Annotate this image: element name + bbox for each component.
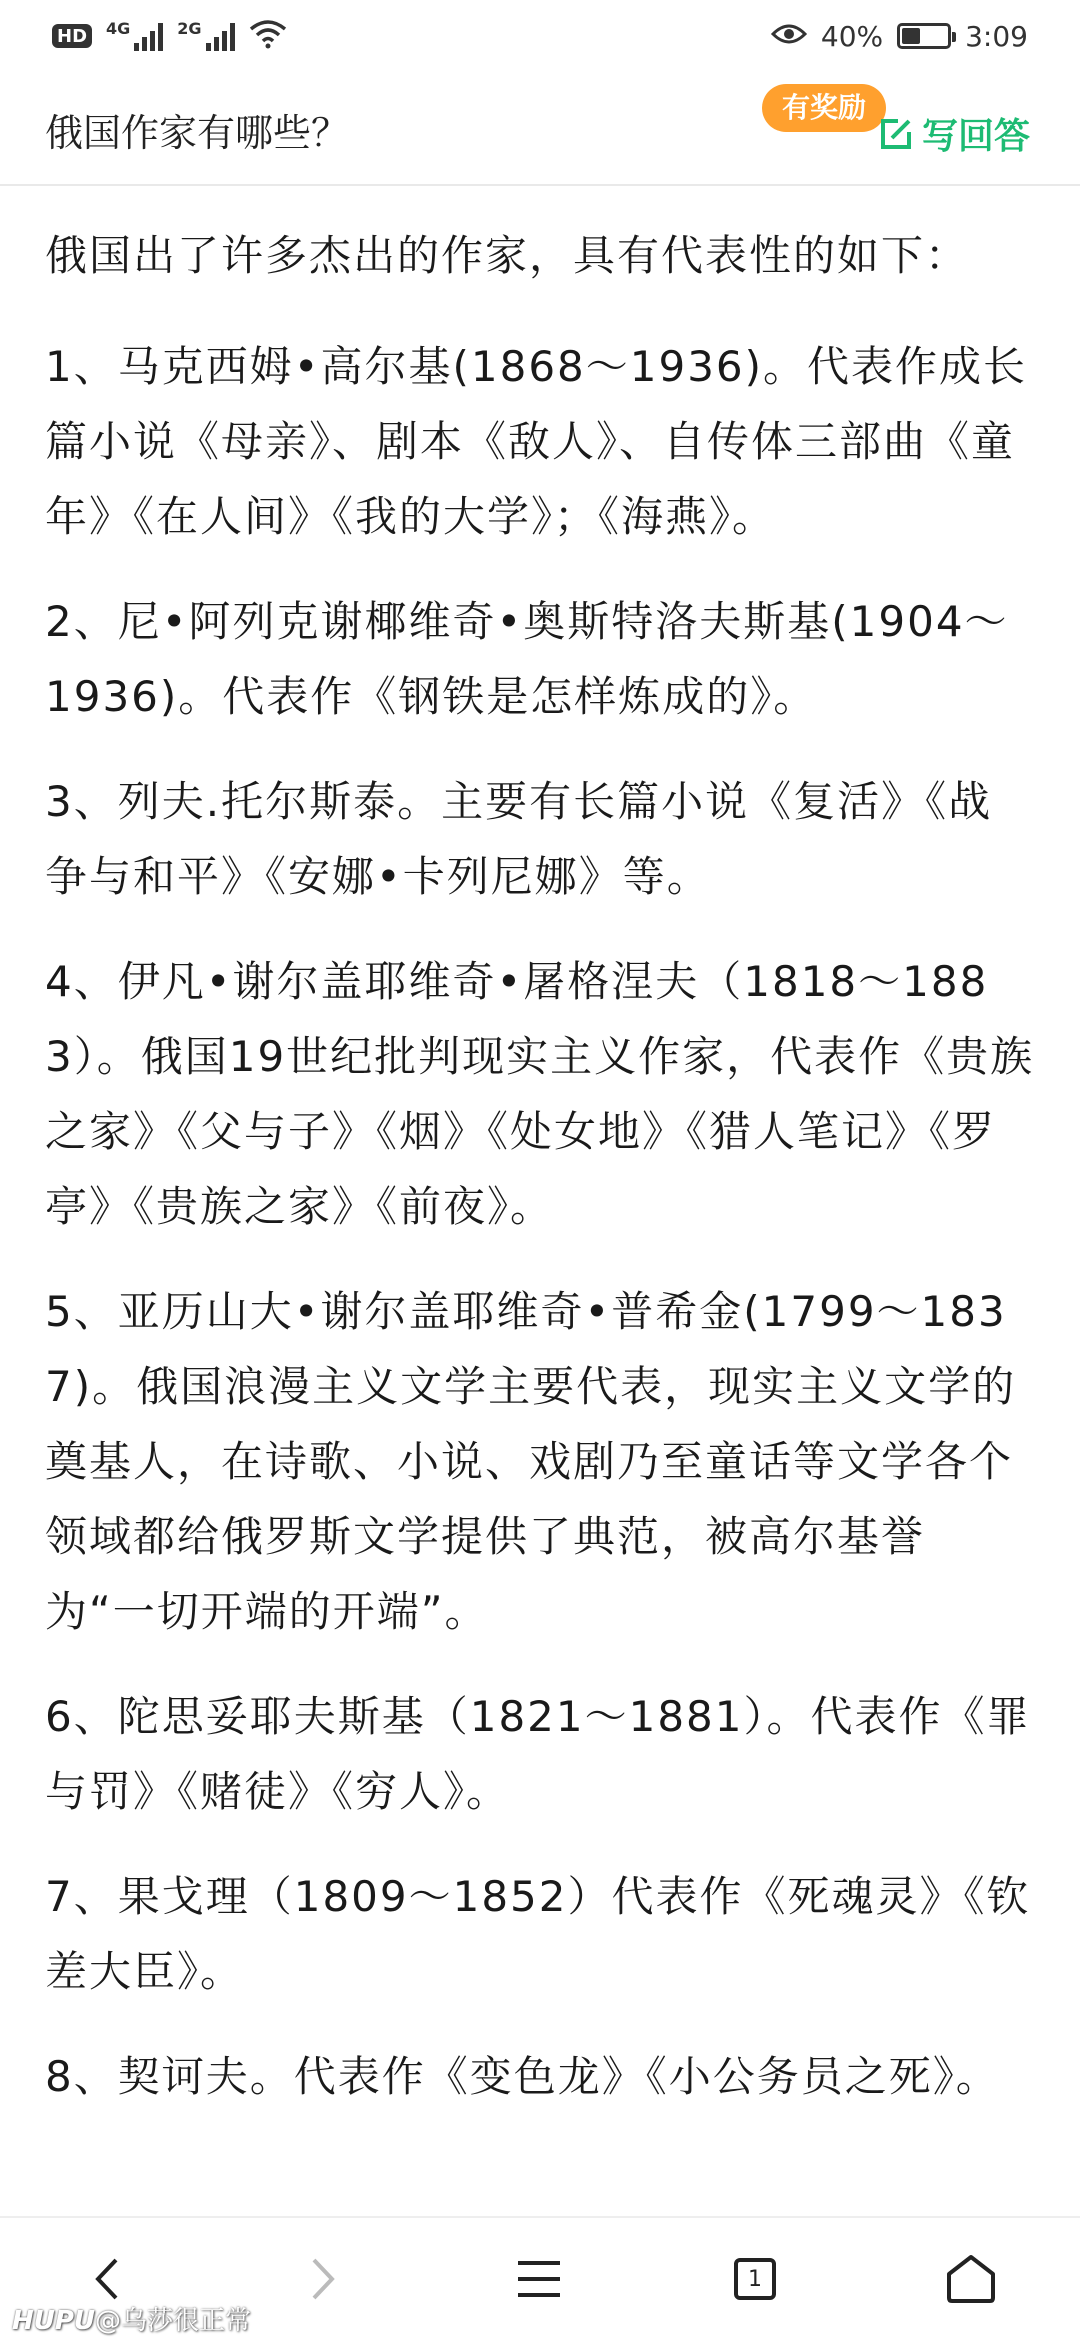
answer-paragraph-2: 2、尼•阿列克谢椰维奇•奥斯特洛夫斯基(1904～1936)。代表作《钢铁是怎样炼成的》。 bbox=[45, 597, 1009, 721]
answer-paragraph-6: 6、陀思妥耶夫斯基（1821～1881）。代表作《罪与罚》《赌徒》《穷人》。 bbox=[45, 1692, 1031, 1816]
status-bar bbox=[0, 0, 1080, 72]
reward-badge[interactable]: 有奖励 bbox=[762, 84, 886, 132]
clock: 3:09 bbox=[965, 19, 1028, 53]
answer-content bbox=[45, 218, 1035, 2144]
write-answer-label: 写回答 bbox=[922, 116, 1031, 157]
answer-intro: 俄国出了许多杰出的作家，具有代表性的如下： bbox=[45, 231, 970, 280]
edit-icon bbox=[878, 116, 914, 152]
status-left bbox=[52, 19, 287, 53]
signal-icon bbox=[134, 21, 163, 51]
chevron-right-icon bbox=[308, 2256, 338, 2302]
chevron-left-icon bbox=[92, 2256, 122, 2302]
answer-paragraph-4: 4、伊凡•谢尔盖耶维奇•屠格涅夫（1818～1883）。俄国19世纪批判现实主义作家，代表作《贵族之家》《父与子》《烟》《处女地》《猎人笔记》《罗亭》《贵族之家》《前夜》。 bbox=[45, 957, 1035, 1231]
home-button[interactable] bbox=[916, 2218, 1026, 2340]
menu-icon bbox=[516, 2259, 562, 2299]
tabs-button[interactable] bbox=[700, 2218, 810, 2340]
signal-icon-2 bbox=[206, 21, 235, 51]
network-type-1: 4G bbox=[106, 18, 131, 38]
watermark-brand: HUPU bbox=[12, 2306, 96, 2336]
question-title[interactable]: 俄国作家有哪些？ bbox=[45, 111, 350, 155]
menu-button[interactable] bbox=[484, 2218, 594, 2340]
answer-paragraph-7: 7、果戈理（1809～1852）代表作《死魂灵》《钦差大臣》。 bbox=[45, 1872, 1031, 1996]
hd-badge: HD bbox=[52, 24, 92, 48]
wifi-icon bbox=[249, 19, 287, 53]
network-type-2: 2G bbox=[177, 18, 202, 38]
answer-paragraph-5: 5、亚历山大•谢尔盖耶维奇•普希金(1799～1837)。俄国浪漫主义文学主要代表，现实主义文学的奠基人，在诗歌、小说、戏剧乃至童话等文学各个领域都给俄罗斯文学提供了典范，被高尔基誉为“一切开端的开端”。 bbox=[45, 1287, 1017, 1636]
question-header bbox=[0, 72, 1080, 186]
home-icon bbox=[945, 2254, 997, 2304]
answer-paragraph-8: 8、契诃夫。代表作《变色龙》《小公务员之死》。 bbox=[45, 2052, 1000, 2101]
answer-paragraph-3: 3、列夫.托尔斯泰。主要有长篇小说《复活》《战争与和平》《安娜•卡列尼娜》等。 bbox=[45, 777, 993, 901]
answer-paragraph-1: 1、马克西姆•高尔基(1868～1936)。代表作成长篇小说《母亲》、剧本《敌人》、自传体三部曲《童年》《在人间》《我的大学》；《海燕》。 bbox=[45, 342, 1028, 541]
tab-count: 1 bbox=[734, 2258, 776, 2300]
status-right bbox=[771, 20, 1028, 53]
watermark-user: @乌莎很正常 bbox=[95, 2306, 252, 2336]
watermark bbox=[12, 2300, 251, 2337]
battery-percent: 40% bbox=[820, 19, 884, 53]
write-answer-button[interactable] bbox=[878, 108, 1030, 159]
forward-button[interactable] bbox=[268, 2218, 378, 2340]
eye-icon bbox=[771, 22, 807, 50]
battery-icon bbox=[897, 23, 951, 49]
